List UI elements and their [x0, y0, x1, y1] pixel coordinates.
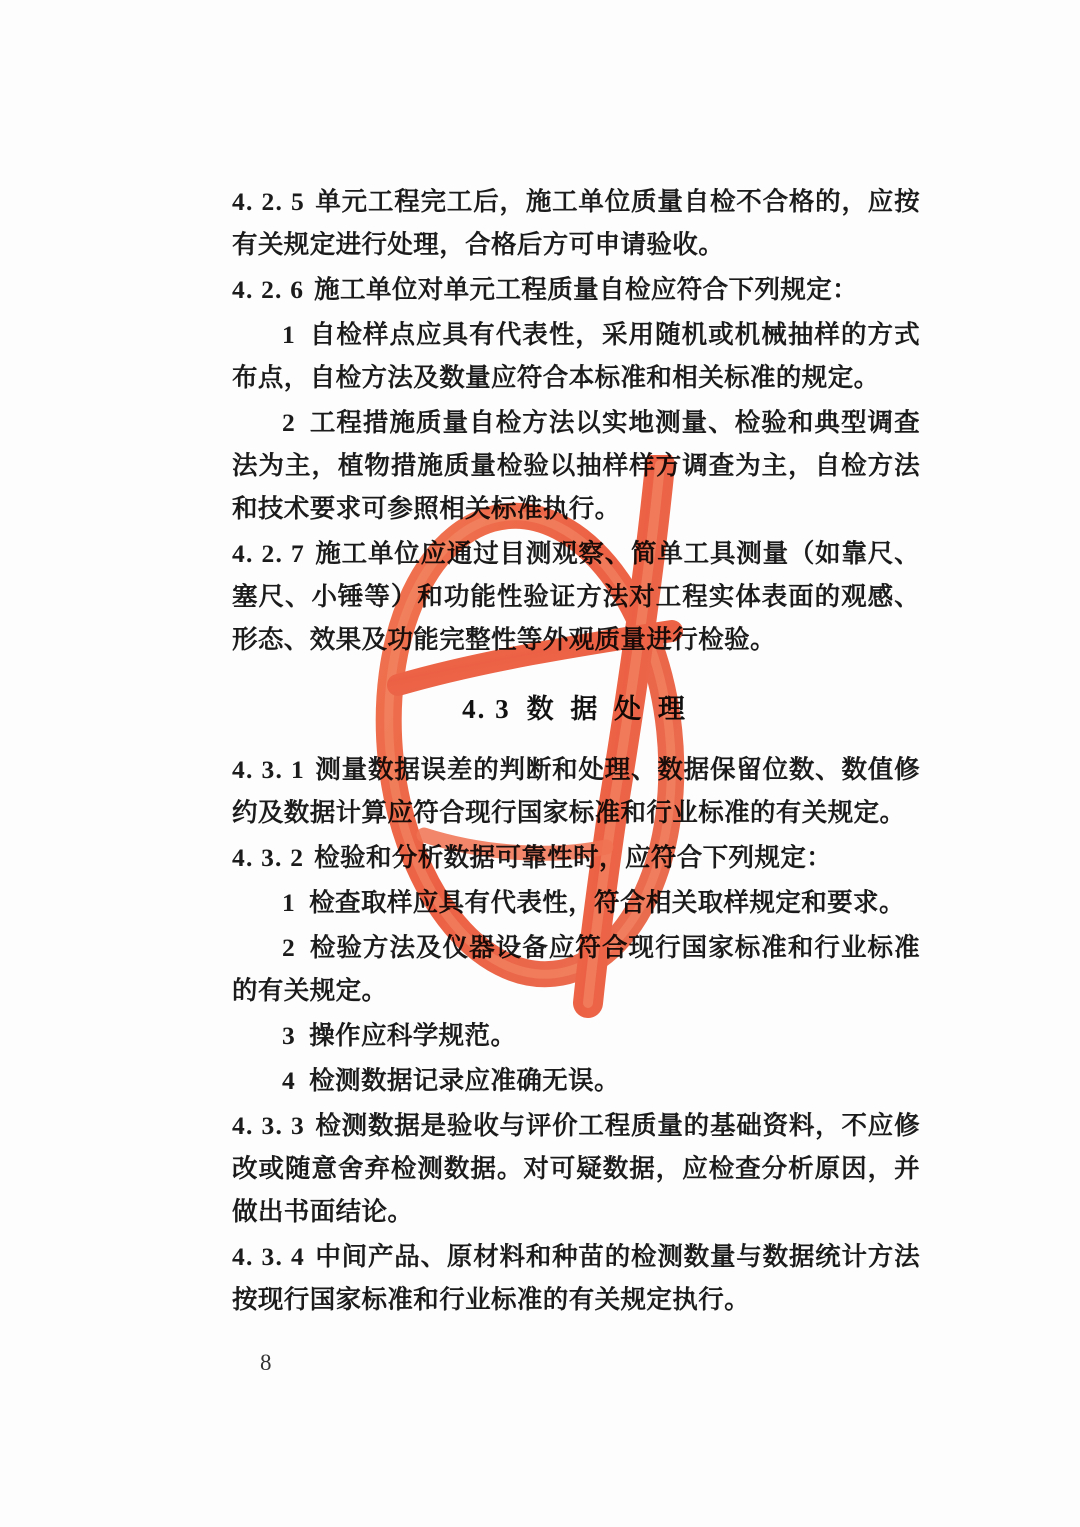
item-text: 检查取样应具有代表性，符合相关取样规定和要求。	[309, 888, 905, 917]
paragraph-4-3-1	[232, 748, 920, 834]
item-number: 1	[282, 888, 296, 917]
paragraph-number: 4. 2. 6	[232, 275, 305, 304]
paragraph-text: 检验和分析数据可靠性时，应符合下列规定：	[314, 843, 833, 872]
list-item-4-3-2-2	[232, 926, 920, 1012]
paragraph-text: 单元工程完工后，施工单位质量自检不合格的，应按有关规定进行处理，合格后方可申请验收。	[232, 187, 920, 259]
paragraph-4-2-7	[232, 532, 920, 661]
item-text: 工程措施质量自检方法以实地测量、检验和典型调查法为主，植物措施质量检验以抽样样方调查为主，自检方法和技术要求可参照相关标准执行。	[232, 408, 920, 523]
item-text: 检测数据记录应准确无误。	[309, 1066, 620, 1095]
list-item-4-3-2-4	[232, 1059, 920, 1102]
item-number: 4	[282, 1066, 296, 1095]
list-item-4-2-6-1	[232, 313, 920, 399]
section-number: 4. 3	[462, 694, 511, 724]
paragraph-text: 施工单位对单元工程质量自检应符合下列规定：	[314, 275, 859, 304]
paragraph-number: 4. 3. 1	[232, 755, 305, 784]
paragraph-text: 施工单位应通过目测观察、简单工具测量（如靠尺、塞尺、小锤等）和功能性验证方法对工程实体表面的观感、形态、效果及功能完整性等外观质量进行检验。	[232, 539, 920, 654]
paragraph-number: 4. 2. 7	[232, 539, 305, 568]
paragraph-4-3-3	[232, 1104, 920, 1233]
page-content	[232, 180, 920, 1323]
item-text: 自检样点应具有代表性，采用随机或机械抽样的方式布点，自检方法及数量应符合本标准和相关标准的规定。	[232, 320, 920, 392]
page-number: 8	[260, 1350, 272, 1375]
item-number: 1	[282, 320, 296, 349]
item-text: 操作应科学规范。	[309, 1021, 517, 1050]
item-text: 检验方法及仪器设备应符合现行国家标准和行业标准的有关规定。	[232, 933, 920, 1005]
paragraph-number: 4. 3. 4	[232, 1242, 305, 1271]
section-heading	[232, 687, 920, 726]
paragraph-4-2-5	[232, 180, 920, 266]
paragraph-text: 测量数据误差的判断和处理、数据保留位数、数值修约及数据计算应符合现行国家标准和行业标准的有关规定。	[232, 755, 920, 827]
paragraph-4-2-6	[232, 268, 920, 311]
paragraph-number: 4. 3. 2	[232, 843, 305, 872]
item-number: 2	[282, 933, 296, 962]
paragraph-4-3-4	[232, 1235, 920, 1321]
list-item-4-2-6-2	[232, 401, 920, 530]
paragraph-4-3-2	[232, 836, 920, 879]
paragraph-text: 检测数据是验收与评价工程质量的基础资料，不应修改或随意舍弃检测数据。对可疑数据，应检查分析原因，并做出书面结论。	[232, 1111, 920, 1226]
paragraph-number: 4. 2. 5	[232, 187, 305, 216]
paragraph-text: 中间产品、原材料和种苗的检测数量与数据统计方法按现行国家标准和行业标准的有关规定执行。	[232, 1242, 920, 1314]
section-title-text: 数 据 处 理	[526, 694, 690, 724]
list-item-4-3-2-3	[232, 1014, 920, 1057]
list-item-4-3-2-1	[232, 881, 920, 924]
paragraph-number: 4. 3. 3	[232, 1111, 305, 1140]
item-number: 2	[282, 408, 296, 437]
item-number: 3	[282, 1021, 296, 1050]
